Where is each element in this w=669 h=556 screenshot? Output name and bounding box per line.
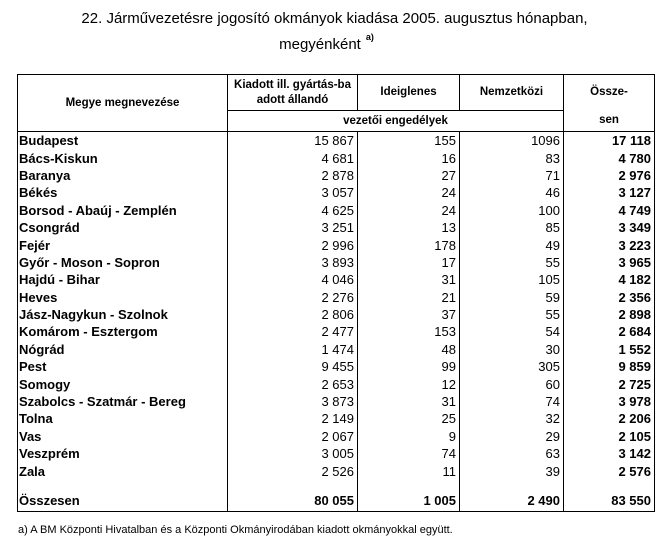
international-count: 83 [460, 149, 564, 166]
county-name: Somogy [18, 375, 228, 392]
temporary-count: 153 [358, 323, 460, 340]
international-count: 29 [460, 428, 564, 445]
international-count: 1096 [460, 132, 564, 150]
table-row [18, 462, 655, 479]
permanent-count: 2 806 [228, 306, 358, 323]
totals-permanent: 80 055 [228, 490, 358, 512]
permanent-count: 3 057 [228, 184, 358, 201]
header-county: Megye megnevezése [18, 75, 228, 132]
county-name: Hajdú - Bihar [18, 271, 228, 288]
international-count: 63 [460, 445, 564, 462]
county-name: Békés [18, 184, 228, 201]
county-name: Heves [18, 289, 228, 306]
table-title: 22. Járművezetésre jogosító okmányok kiadása 2005. augusztus hónapban, [81, 10, 588, 27]
permanent-count: 9 455 [228, 358, 358, 375]
row-total: 2 105 [564, 428, 655, 445]
row-total: 17 118 [564, 132, 655, 150]
table-row [18, 445, 655, 462]
row-total: 2 684 [564, 323, 655, 340]
county-name: Tolna [18, 410, 228, 427]
permanent-count: 2 653 [228, 375, 358, 392]
table-row [18, 306, 655, 323]
temporary-count: 178 [358, 236, 460, 253]
header-permanent: Kiadott ill. gyártás-ba adott állandó [228, 75, 358, 111]
table-row [18, 219, 655, 236]
temporary-count: 27 [358, 167, 460, 184]
temporary-count: 12 [358, 375, 460, 392]
permanent-count: 4 681 [228, 149, 358, 166]
temporary-count: 21 [358, 289, 460, 306]
international-count: 60 [460, 375, 564, 392]
row-total: 3 127 [564, 184, 655, 201]
row-total: 3 965 [564, 254, 655, 271]
table-row [18, 167, 655, 184]
table-row [18, 236, 655, 253]
row-total: 3 223 [564, 236, 655, 253]
county-name: Borsod - Abaúj - Zemplén [18, 202, 228, 219]
permanent-count: 2 276 [228, 289, 358, 306]
totals-temporary: 1 005 [358, 490, 460, 512]
permanent-count: 3 873 [228, 393, 358, 410]
permanent-count: 1 474 [228, 341, 358, 358]
temporary-count: 17 [358, 254, 460, 271]
county-name: Vas [18, 428, 228, 445]
header-licenses: vezetői engedélyek [228, 111, 564, 132]
county-name: Budapest [18, 132, 228, 150]
table-row [18, 375, 655, 392]
table-row [18, 184, 655, 201]
temporary-count: 99 [358, 358, 460, 375]
permanent-count: 15 867 [228, 132, 358, 150]
international-count: 55 [460, 306, 564, 323]
permanent-count: 3 005 [228, 445, 358, 462]
international-count: 105 [460, 271, 564, 288]
county-name: Bács-Kiskun [18, 149, 228, 166]
international-count: 71 [460, 167, 564, 184]
table-row [18, 428, 655, 445]
footnote: a) A BM Központi Hivatalban és a Központi Okmányirodában kiadott okmányokkal együtt. [18, 524, 453, 536]
international-count: 46 [460, 184, 564, 201]
row-total: 4 749 [564, 202, 655, 219]
license-table [17, 74, 655, 512]
row-total: 2 725 [564, 375, 655, 392]
international-count: 32 [460, 410, 564, 427]
permanent-count: 2 996 [228, 236, 358, 253]
temporary-count: 24 [358, 184, 460, 201]
totals-international: 2 490 [460, 490, 564, 512]
county-name: Zala [18, 462, 228, 479]
table-title-line2 [0, 31, 661, 54]
temporary-count: 11 [358, 462, 460, 479]
international-count: 85 [460, 219, 564, 236]
row-total: 2 356 [564, 289, 655, 306]
international-count: 59 [460, 289, 564, 306]
title-footnote-marker: a) [365, 32, 374, 42]
temporary-count: 13 [358, 219, 460, 236]
row-total: 3 978 [564, 393, 655, 410]
table-row [18, 358, 655, 375]
table-row [18, 254, 655, 271]
international-count: 74 [460, 393, 564, 410]
permanent-count: 3 251 [228, 219, 358, 236]
temporary-count: 31 [358, 393, 460, 410]
international-count: 54 [460, 323, 564, 340]
header-temporary: Ideiglenes [358, 75, 460, 111]
county-name: Csongrád [18, 219, 228, 236]
row-total: 2 976 [564, 167, 655, 184]
temporary-count: 31 [358, 271, 460, 288]
table-row [18, 271, 655, 288]
permanent-count: 2 878 [228, 167, 358, 184]
permanent-count: 2 149 [228, 410, 358, 427]
county-name: Nógrád [18, 341, 228, 358]
row-total: 2 576 [564, 462, 655, 479]
table-row [18, 289, 655, 306]
header-international: Nemzetközi [460, 75, 564, 111]
row-total: 2 206 [564, 410, 655, 427]
county-name: Fejér [18, 236, 228, 253]
row-total: 3 142 [564, 445, 655, 462]
row-total: 4 182 [564, 271, 655, 288]
table-row [18, 132, 655, 150]
totals-label: Összesen [18, 490, 228, 512]
totals-row [18, 490, 655, 512]
permanent-count: 4 625 [228, 202, 358, 219]
table-row [18, 323, 655, 340]
temporary-count: 24 [358, 202, 460, 219]
table-row [18, 149, 655, 166]
permanent-count: 2 067 [228, 428, 358, 445]
header-total-bottom: sen [564, 111, 655, 132]
temporary-count: 74 [358, 445, 460, 462]
international-count: 100 [460, 202, 564, 219]
temporary-count: 48 [358, 341, 460, 358]
row-total: 1 552 [564, 341, 655, 358]
temporary-count: 155 [358, 132, 460, 150]
temporary-count: 16 [358, 149, 460, 166]
table-body [18, 132, 655, 480]
table-row [18, 393, 655, 410]
county-name: Pest [18, 358, 228, 375]
international-count: 55 [460, 254, 564, 271]
county-name: Szabolcs - Szatmár - Bereg [18, 393, 228, 410]
county-name: Baranya [18, 167, 228, 184]
totals-sum: 83 550 [564, 490, 655, 512]
table-row [18, 341, 655, 358]
table-row [18, 202, 655, 219]
county-name: Komárom - Esztergom [18, 323, 228, 340]
international-count: 39 [460, 462, 564, 479]
row-total: 4 780 [564, 149, 655, 166]
header-total-top: Össze- [564, 75, 655, 111]
permanent-count: 2 526 [228, 462, 358, 479]
county-name: Jász-Nagykun - Szolnok [18, 306, 228, 323]
row-total: 3 349 [564, 219, 655, 236]
international-count: 49 [460, 236, 564, 253]
international-count: 305 [460, 358, 564, 375]
county-name: Veszprém [18, 445, 228, 462]
permanent-count: 3 893 [228, 254, 358, 271]
table-row [18, 410, 655, 427]
permanent-count: 4 046 [228, 271, 358, 288]
table-totals [18, 480, 655, 512]
row-total: 2 898 [564, 306, 655, 323]
temporary-count: 37 [358, 306, 460, 323]
international-count: 30 [460, 341, 564, 358]
temporary-count: 25 [358, 410, 460, 427]
county-name: Győr - Moson - Sopron [18, 254, 228, 271]
title-county-word: megyénként [279, 36, 361, 53]
permanent-count: 2 477 [228, 323, 358, 340]
row-total: 9 859 [564, 358, 655, 375]
temporary-count: 9 [358, 428, 460, 445]
